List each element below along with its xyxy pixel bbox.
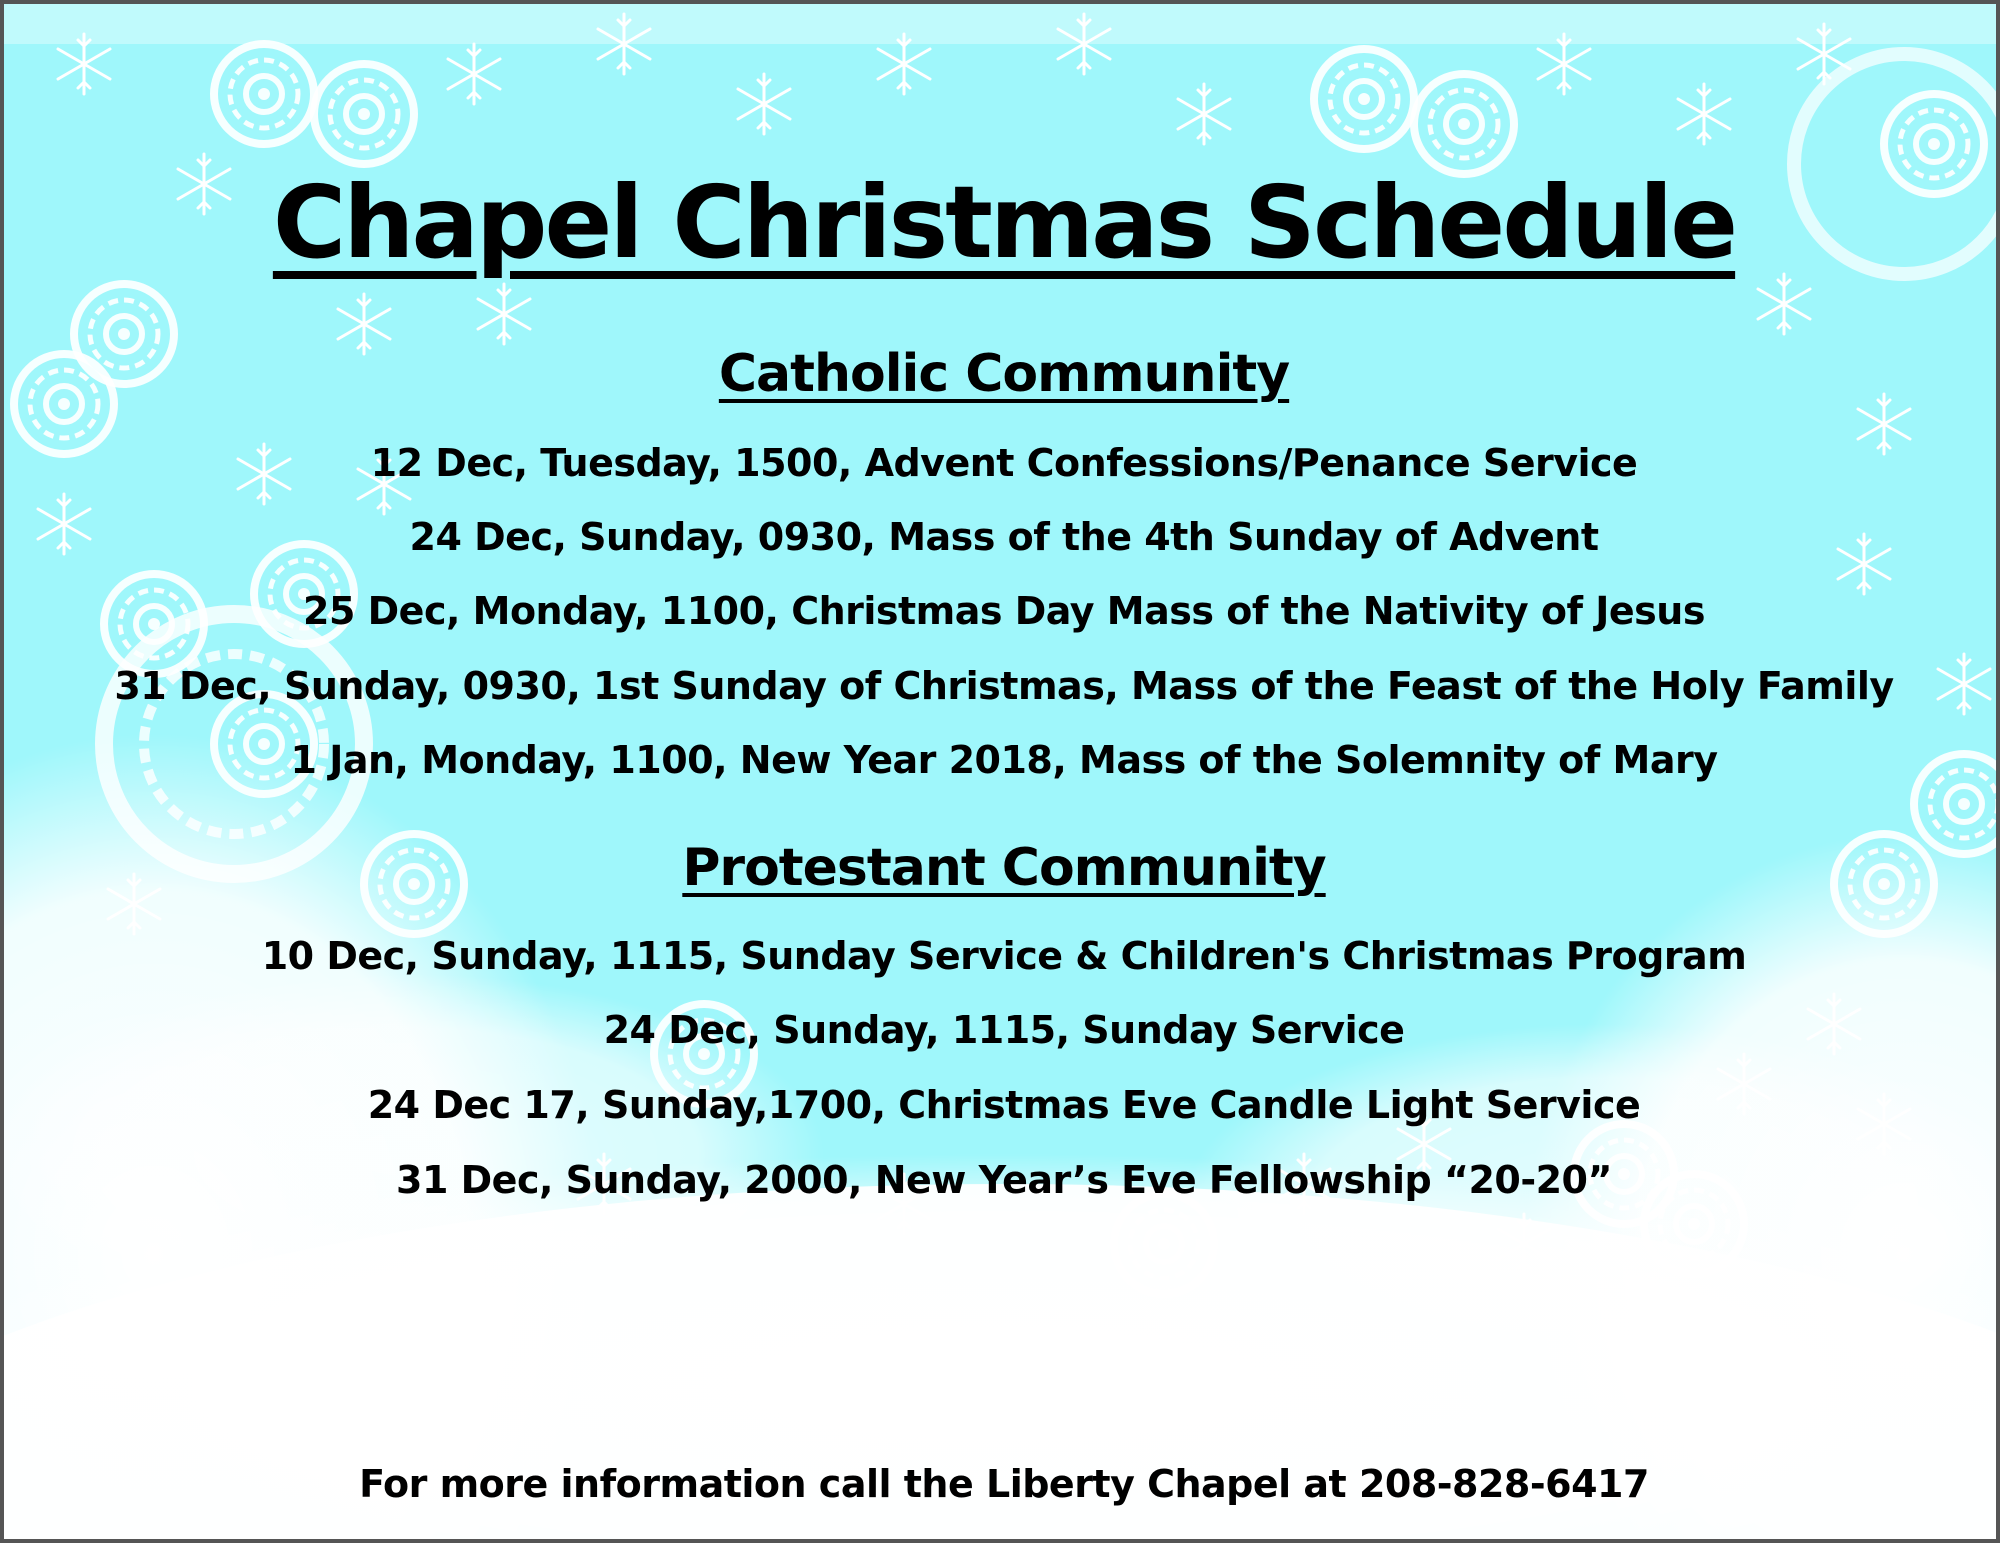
catholic-event: 24 Dec, Sunday, 0930, Mass of the 4th Sunday of Advent — [409, 515, 1599, 559]
catholic-event: 31 Dec, Sunday, 0930, 1st Sunday of Christmas, Mass of the Feast of the Holy Family — [114, 664, 1894, 708]
schedule-content — [4, 4, 2000, 1543]
catholic-event: 1 Jan, Monday, 1100, New Year 2018, Mass of the Solemnity of Mary — [290, 738, 1718, 782]
page-title: Chapel Christmas Schedule — [272, 164, 1736, 281]
protestant-event: 10 Dec, Sunday, 1115, Sunday Service & Children's Christmas Program — [261, 934, 1747, 978]
protestant-event: 24 Dec, Sunday, 1115, Sunday Service — [603, 1008, 1405, 1052]
contact-footer: For more information call the Liberty Chapel at 208-828-6417 — [359, 1462, 1649, 1506]
protestant-heading: Protestant Community — [682, 838, 1326, 898]
protestant-event: 31 Dec, Sunday, 2000, New Year’s Eve Fellowship “20-20” — [396, 1158, 1612, 1202]
protestant-event: 24 Dec 17, Sunday,1700, Christmas Eve Candle Light Service — [367, 1083, 1641, 1127]
catholic-event: 12 Dec, Tuesday, 1500, Advent Confessions/Penance Service — [370, 441, 1638, 485]
catholic-event: 25 Dec, Monday, 1100, Christmas Day Mass of the Nativity of Jesus — [303, 589, 1705, 633]
catholic-heading: Catholic Community — [718, 344, 1290, 404]
